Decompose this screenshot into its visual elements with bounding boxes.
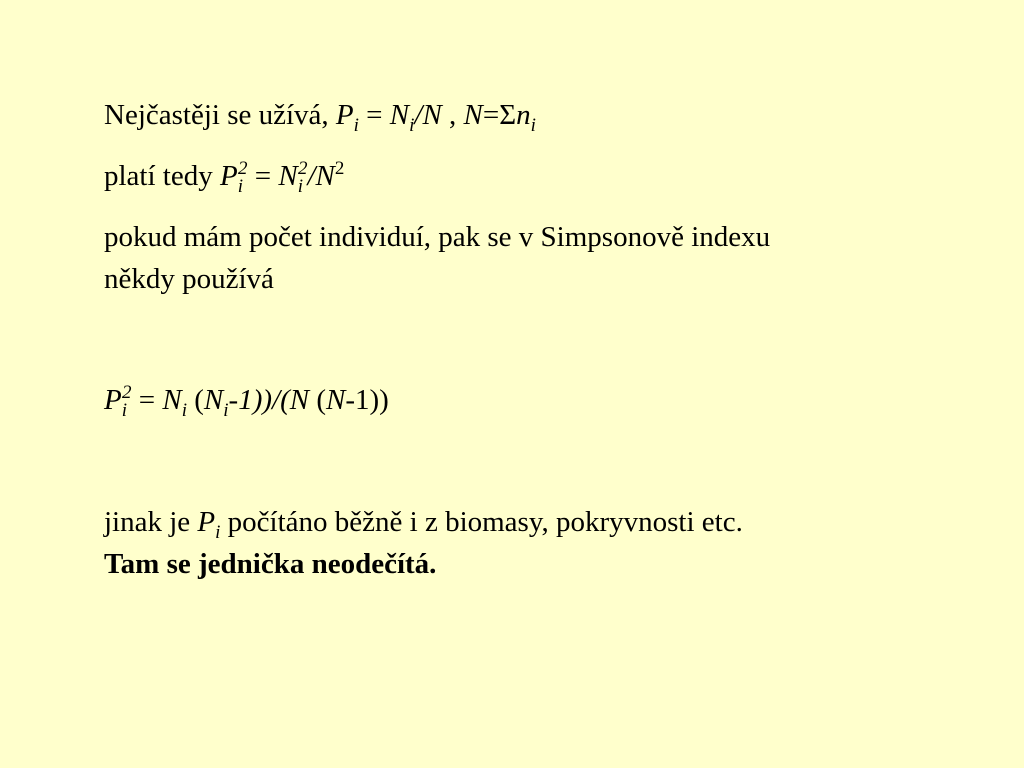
exponent-2: 2 [237, 158, 248, 179]
var-P: P [335, 99, 354, 131]
therefore-prefix: platí tedy [104, 160, 220, 192]
usage-prefix: Nejčastěji se užívá, [104, 99, 336, 131]
var-N: N [203, 384, 224, 416]
exponent-2: 2 [334, 158, 345, 179]
otherwise-prefix: jinak je [104, 506, 198, 538]
subscript-i: i [530, 115, 536, 136]
subscript-i: i [121, 400, 127, 421]
var-N: N [289, 384, 310, 416]
subscript-i: i [297, 176, 303, 197]
minus-one-close: -1)) [345, 384, 389, 416]
subscript-i: i [181, 400, 187, 421]
equals-sum: =Σ [482, 99, 517, 131]
paren-close-divide: ))/( [252, 384, 290, 416]
text-line-individuals: pokud mám počet individuí, pak se v Simpsonově indexu [104, 221, 771, 253]
minus-one: -1 [228, 384, 253, 416]
exponent-2: 2 [297, 158, 308, 179]
paren-open: ( [309, 384, 326, 416]
text-line-not-subtracted: Tam se jednička neodečítá. [104, 548, 437, 580]
equals-sign: = [247, 160, 279, 192]
subscript-i: i [215, 522, 221, 543]
equals-sign: = [131, 384, 163, 416]
var-N: N [278, 160, 298, 192]
var-N: N [463, 99, 483, 131]
var-P: P [219, 160, 238, 192]
formula-simpson [104, 382, 389, 421]
comma: , [441, 99, 464, 131]
otherwise-suffix: počítáno běžně i z biomasy, pokryvnosti etc. [220, 506, 743, 538]
subscript-i: i [353, 115, 359, 136]
var-P: P [197, 506, 216, 538]
subscript-i: i [409, 115, 415, 136]
subscript-i: i [223, 400, 229, 421]
divide-N: /N [414, 99, 442, 131]
subscript-i: i [237, 176, 243, 197]
exponent-2: 2 [122, 382, 132, 403]
var-P: P [104, 384, 122, 416]
equals-sign: = [358, 99, 390, 131]
var-N: N [389, 99, 410, 131]
text-line-otherwise [104, 506, 743, 543]
divide-N: /N [307, 160, 335, 192]
text-line-sometimes: někdy používá [104, 263, 274, 295]
var-N: N [326, 384, 346, 416]
text-line-usage [104, 99, 536, 136]
paren-open: ( [186, 384, 204, 416]
text-line-therefore [104, 158, 345, 197]
var-N: N [162, 384, 182, 416]
var-n: n [516, 99, 531, 131]
